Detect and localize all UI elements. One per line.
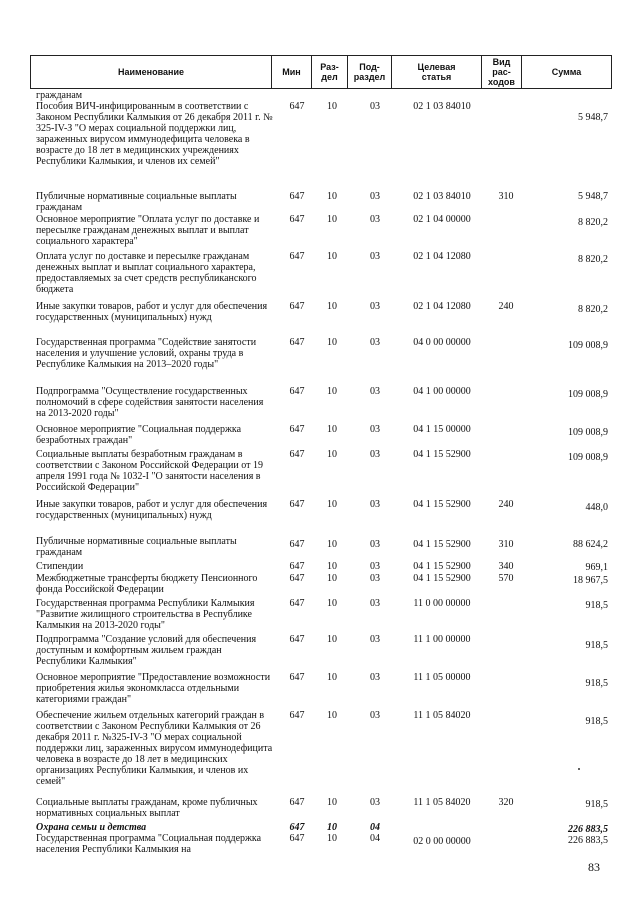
row-razdel: 10 (327, 539, 337, 550)
header-summa: Сумма (521, 56, 611, 88)
row-razdel: 10 (327, 424, 337, 435)
row-podrazdel: 03 (370, 449, 380, 460)
row-min: 647 (289, 672, 305, 683)
row-razdel: 10 (327, 833, 337, 844)
header-podrazdel: Под- раздел (347, 56, 391, 88)
table-header (30, 55, 612, 89)
row-razdel: 10 (327, 672, 337, 683)
row-min: 647 (289, 797, 305, 808)
row-summa: 918,5 (585, 799, 608, 810)
row-summa: 918,5 (585, 678, 608, 689)
row-celevaya: 02 1 03 84010 (413, 101, 471, 112)
row-min: 647 (289, 598, 305, 609)
row-name: Иные закупки товаров, работ и услуг для обеспечения государственных (муниципальных) нужд (36, 301, 268, 323)
row-min: 647 (289, 191, 305, 202)
header-min: Мин (271, 56, 311, 88)
row-podrazdel: 03 (370, 634, 380, 645)
row-min: 647 (289, 101, 305, 112)
row-podrazdel: 03 (370, 797, 380, 808)
row-name: Подпрограмма "Создание условий для обеспечения доступным и комфортным жильем граждан Республики Калмыкия" (36, 634, 257, 667)
row-summa: 969,1 (585, 562, 608, 573)
row-summa: 109 008,9 (568, 452, 608, 463)
row-vid: 340 (498, 561, 514, 572)
row-summa: 18 967,5 (573, 575, 608, 586)
row-razdel: 10 (327, 251, 337, 262)
row-min: 647 (289, 251, 305, 262)
row-name: Обеспечение жильем отдельных категорий граждан в соответствии с Законом Республики Калмыкия от 26 декабря 2011 г. №325-IV-З "О мерах социальной поддержки лиц, зараженных вирусом иммунодефицита человека в возрасте до 18 лет в медицинских организациях Республики Калмыкия, и членов их семей" (36, 710, 273, 787)
row-celevaya: 11 1 05 00000 (413, 672, 471, 683)
header-vid-rashodov: Вид рас- ходов (481, 56, 521, 88)
row-podrazdel: 03 (370, 214, 380, 225)
row-name: Государственная программа "Содействие занятости населения и улучшение условий, охраны труда в Республике Калмыкия на 2013–2020 годы" (36, 337, 257, 370)
row-celevaya: 11 1 00 00000 (413, 634, 471, 645)
row-summa: 8 820,2 (578, 217, 608, 228)
row-celevaya: 04 1 00 00000 (413, 386, 471, 397)
row-razdel: 10 (327, 449, 337, 460)
row-vid: 570 (498, 573, 514, 584)
row-summa: 8 820,2 (578, 254, 608, 265)
row-podrazdel: 03 (370, 301, 380, 312)
row-celevaya: 04 1 15 52900 (413, 573, 471, 584)
row-celevaya: 11 1 05 84020 (413, 710, 471, 721)
row-vid: 320 (498, 797, 514, 808)
row-razdel: 10 (327, 634, 337, 645)
row-min: 647 (289, 833, 305, 844)
row-podrazdel: 03 (370, 710, 380, 721)
row-name: Пособия ВИЧ-инфицированным в соответствии с Законом Республики Калмыкия от 26 декабря 2011 г. № 325-IV-З "О мерах социальной поддержки лиц, зараженных вирусом иммунодефицита человека в возрасте до 18 лет в медицинских учреждениях Республики Калмыкия, и членов их семей" (36, 101, 273, 167)
row-summa: 5 948,7 (578, 112, 608, 123)
row-summa: 109 008,9 (568, 340, 608, 351)
row-vid: 310 (498, 539, 514, 550)
row-razdel: 10 (327, 101, 337, 112)
row-summa: 88 624,2 (573, 539, 608, 550)
row-podrazdel: 03 (370, 539, 380, 550)
row-podrazdel: 03 (370, 561, 380, 572)
row-podrazdel: 03 (370, 101, 380, 112)
row-podrazdel: 03 (370, 191, 380, 202)
row-min: 647 (289, 634, 305, 645)
row-summa: 8 820,2 (578, 304, 608, 315)
row-summa: 918,5 (585, 600, 608, 611)
row-razdel: 10 (327, 499, 337, 510)
row-podrazdel: 03 (370, 424, 380, 435)
row-name: Основное мероприятие "Социальная поддержка безработных граждан" (36, 424, 242, 446)
row-celevaya: 04 1 15 52900 (413, 449, 471, 460)
row-podrazdel: 03 (370, 337, 380, 348)
row-summa: 109 008,9 (568, 389, 608, 400)
header-celevaya-statya: Целевая статья (391, 56, 481, 88)
row-summa: 918,5 (585, 640, 608, 651)
row-min: 647 (289, 449, 305, 460)
row-min: 647 (289, 214, 305, 225)
row-celevaya: 02 0 00 00000 (413, 836, 471, 847)
row-vid: 240 (498, 499, 514, 510)
row-name: Государственная программа "Социальная поддержка населения Республики Калмыкия на (36, 833, 262, 855)
row-min: 647 (289, 386, 305, 397)
row-celevaya: 11 0 00 00000 (413, 598, 471, 609)
row-razdel: 10 (327, 822, 337, 833)
row-podrazdel: 03 (370, 672, 380, 683)
row-razdel: 10 (327, 573, 337, 584)
scan-speck (578, 768, 580, 770)
row-celevaya: 02 1 04 12080 (413, 301, 471, 312)
row-podrazdel: 03 (370, 598, 380, 609)
row-razdel: 10 (327, 386, 337, 397)
row-name: Охрана семьи и детства (36, 822, 147, 833)
row-podrazdel: 03 (370, 386, 380, 397)
row-name: Подпрограмма "Осуществление государственных полномочий в сфере содействия занятости населения на 2013-2020 годы" (36, 386, 264, 419)
row-summa: 918,5 (585, 716, 608, 727)
row-celevaya: 02 1 04 12080 (413, 251, 471, 262)
row-name: Социальные выплаты гражданам, кроме публичных нормативных социальных выплат (36, 797, 258, 819)
row-podrazdel: 04 (370, 833, 380, 844)
row-name: гражданам (36, 90, 83, 101)
row-podrazdel: 03 (370, 251, 380, 262)
row-celevaya: 04 1 15 52900 (413, 561, 471, 572)
row-name: Публичные нормативные социальные выплаты гражданам (36, 536, 237, 558)
row-name: Иные закупки товаров, работ и услуг для обеспечения государственных (муниципальных) нужд (36, 499, 268, 521)
row-razdel: 10 (327, 214, 337, 225)
row-podrazdel: 04 (370, 822, 380, 833)
row-name: Публичные нормативные социальные выплаты гражданам (36, 191, 237, 213)
row-min: 647 (289, 424, 305, 435)
row-razdel: 10 (327, 561, 337, 572)
header-name: Наименование (117, 67, 185, 77)
row-celevaya: 11 1 05 84020 (413, 797, 471, 808)
row-min: 647 (289, 822, 305, 833)
row-celevaya: 02 1 04 00000 (413, 214, 471, 225)
row-razdel: 10 (327, 598, 337, 609)
row-razdel: 10 (327, 191, 337, 202)
row-min: 647 (289, 561, 305, 572)
row-celevaya: 04 1 15 00000 (413, 424, 471, 435)
row-name: Оплата услуг по доставке и пересылке гражданам денежных выплат и выплат социального характера, предоставляемых за счет средств республиканского бюджета (36, 251, 257, 295)
row-summa: 226 883,5 (568, 824, 608, 835)
row-min: 647 (289, 499, 305, 510)
row-name: Межбюджетные трансферты бюджету Пенсионного фонда Российской Федерации (36, 573, 258, 595)
row-podrazdel: 03 (370, 499, 380, 510)
header-razdel: Раз- дел (311, 56, 347, 88)
page-number: 83 (588, 860, 600, 874)
row-vid: 310 (498, 191, 514, 202)
row-min: 647 (289, 539, 305, 550)
row-summa: 5 948,7 (578, 191, 608, 202)
row-summa: 448,0 (585, 502, 608, 513)
row-vid: 240 (498, 301, 514, 312)
row-name: Государственная программа Республики Калмыкия "Развитие жилищного строительства в Республике Калмыкия на 2013-2020 годы" (36, 598, 255, 631)
row-min: 647 (289, 573, 305, 584)
row-celevaya: 04 1 15 52900 (413, 539, 471, 550)
row-razdel: 10 (327, 301, 337, 312)
row-celevaya: 04 1 15 52900 (413, 499, 471, 510)
row-razdel: 10 (327, 710, 337, 721)
row-name: Основное мероприятие "Оплата услуг по доставке и пересылке гражданам денежных выплат и выплат социального характера" (36, 214, 260, 247)
row-razdel: 10 (327, 797, 337, 808)
row-celevaya: 04 0 00 00000 (413, 337, 471, 348)
row-celevaya: 02 1 03 84010 (413, 191, 471, 202)
row-name: Стипендии (36, 561, 84, 572)
row-summa: 226 883,5 (568, 835, 608, 846)
row-razdel: 10 (327, 337, 337, 348)
row-summa: 109 008,9 (568, 427, 608, 438)
row-name: Социальные выплаты безработным гражданам в соответствии с Законом Российской Федерации от 19 апреля 1991 года № 1032-I "О занятости населения в Российской Федерации" (36, 449, 263, 493)
row-min: 647 (289, 301, 305, 312)
row-min: 647 (289, 337, 305, 348)
row-podrazdel: 03 (370, 573, 380, 584)
row-min: 647 (289, 710, 305, 721)
row-name: Основное мероприятие "Предоставление возможности приобретения жилья экономкласса отдельными категориями граждан" (36, 672, 271, 705)
